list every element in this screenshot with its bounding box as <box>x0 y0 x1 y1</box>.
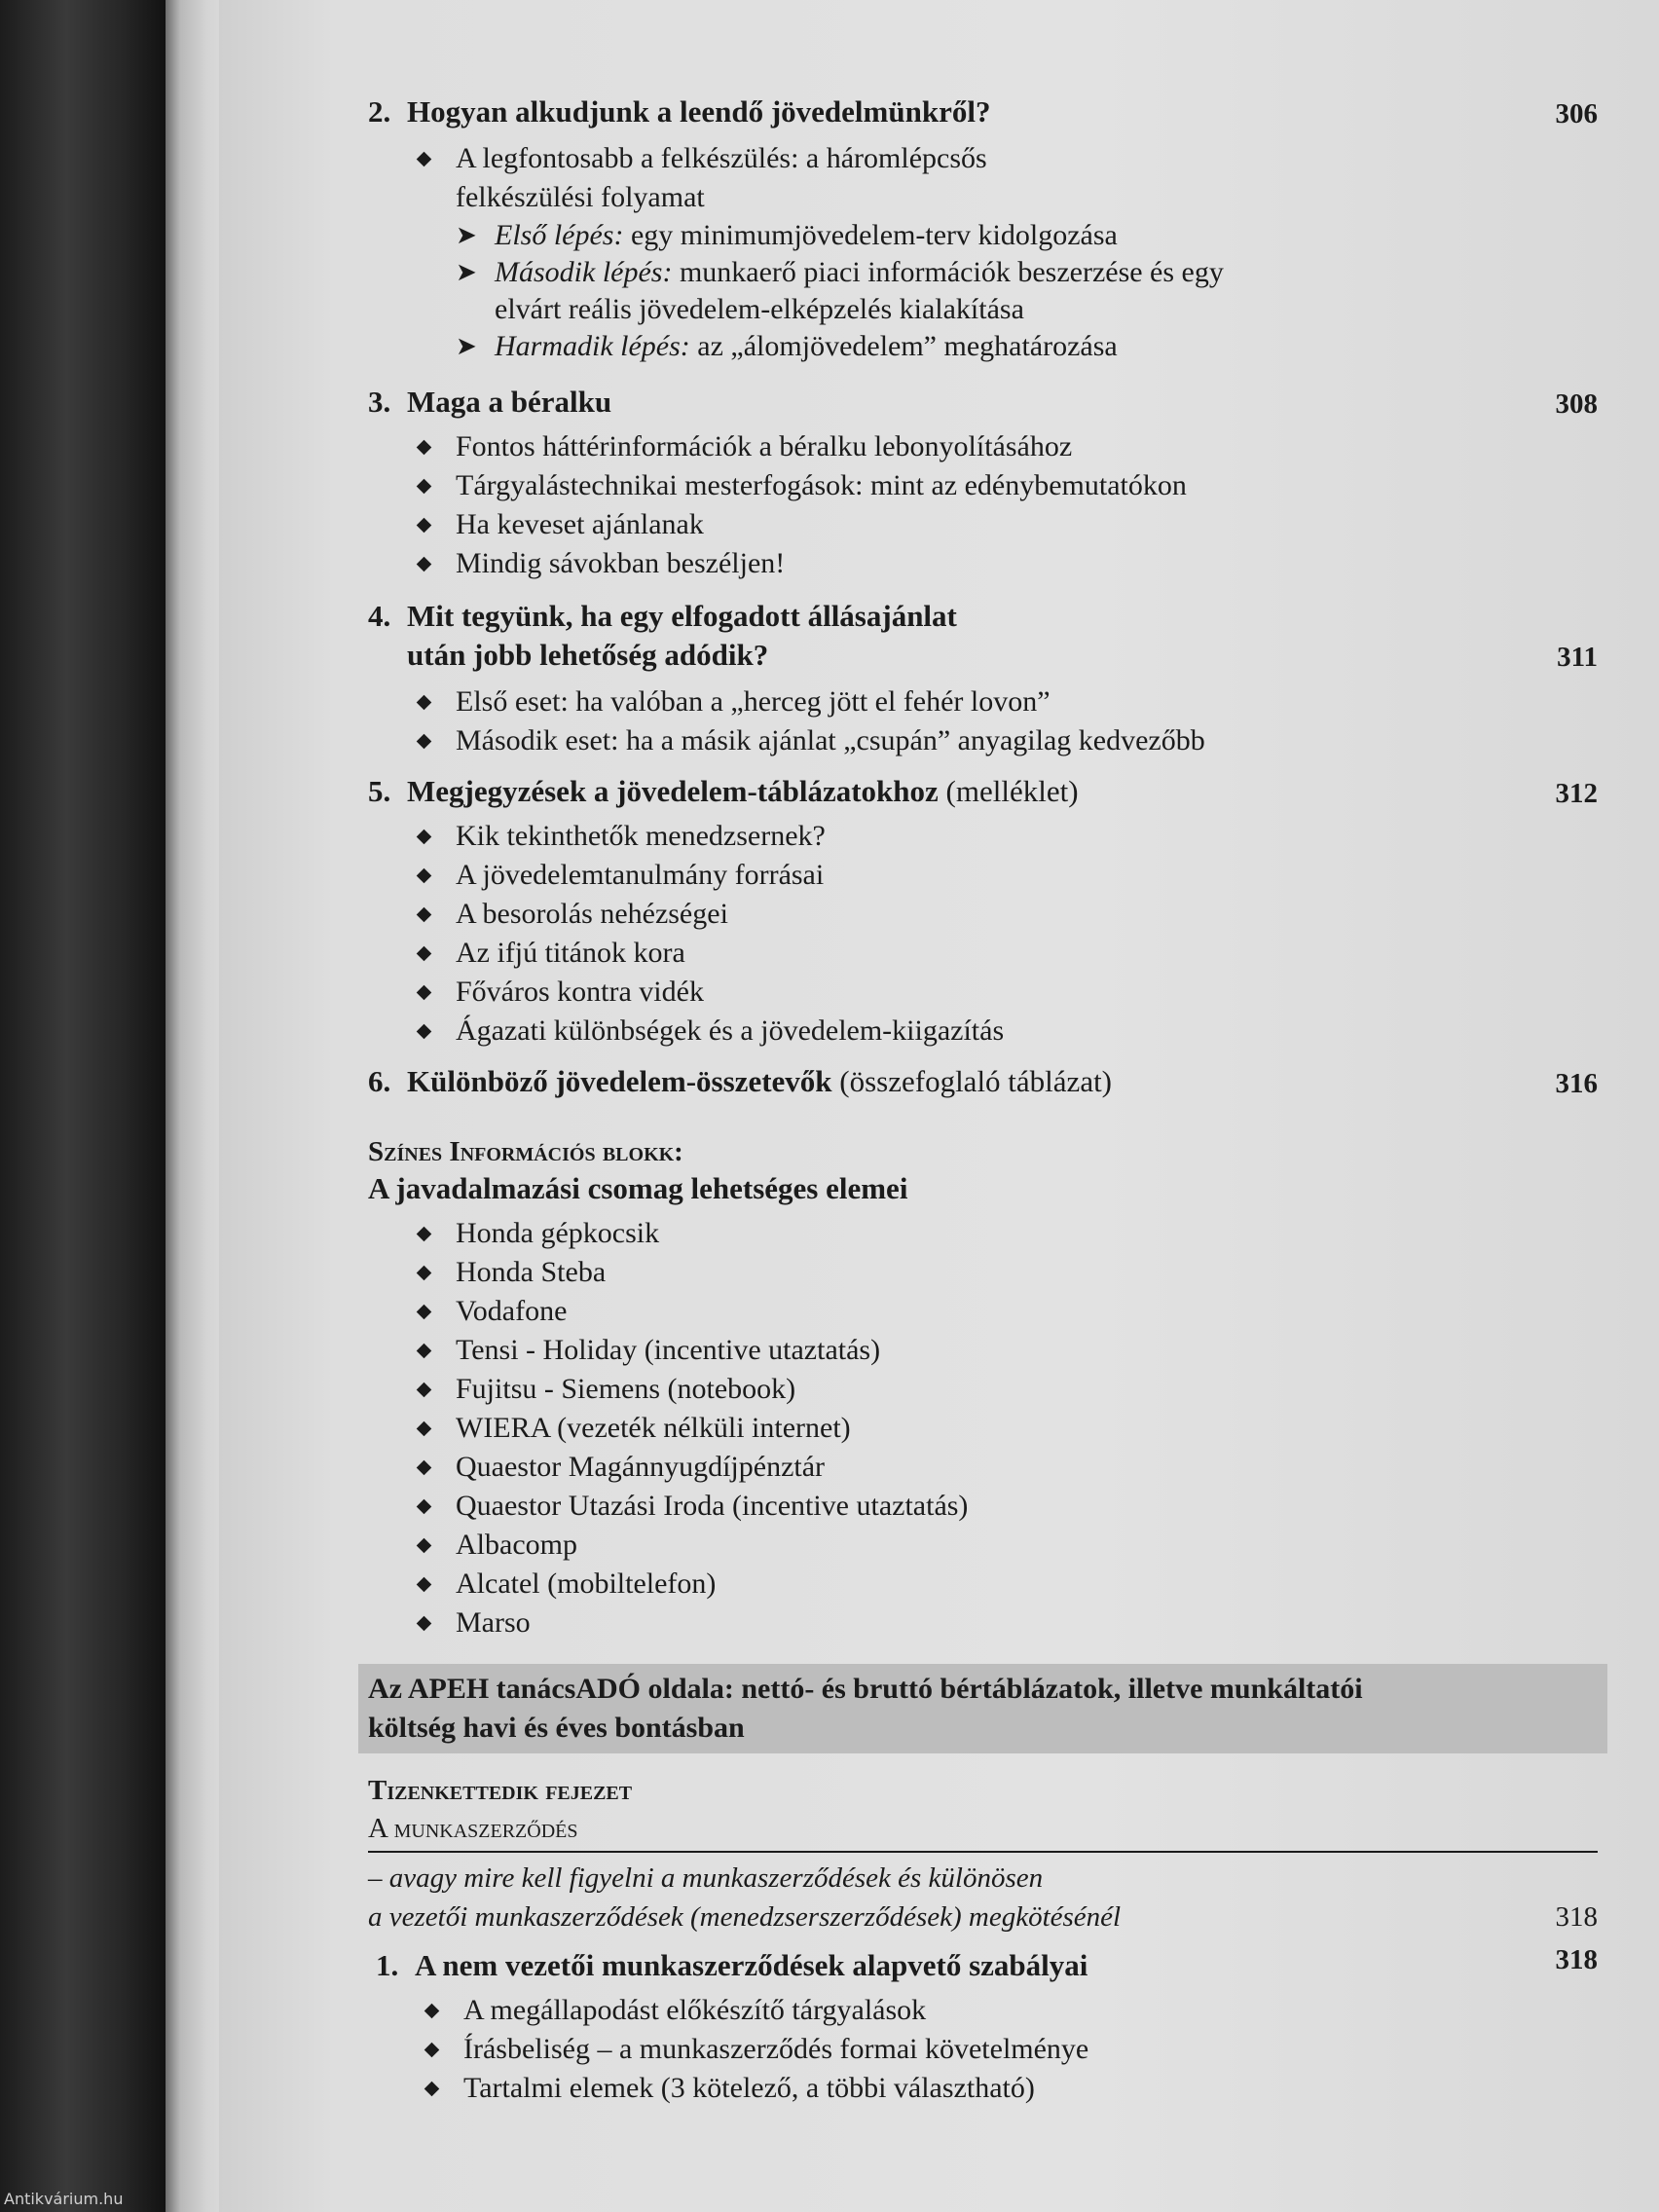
chapter-label: Tizenkettedik fejezet <box>368 1775 633 1806</box>
section-heading: 5. Megjegyzések a jövedelem-táblázatokhoz (melléklet) 312 <box>368 772 1598 811</box>
diamond-bullet-icon <box>417 1227 432 1242</box>
apeh-title: Az APEH tanácsADÓ oldala: nettó- és bruttó bértáblázatok, illetve munkáltatói <box>368 1673 1363 1705</box>
list-item: Albacomp <box>417 1526 1598 1565</box>
list-item: Quaestor Utazási Iroda (incentive utaztatás) <box>417 1487 1598 1526</box>
bullet-list <box>368 682 1598 760</box>
arrow-bullet-icon: ➤ <box>456 258 477 286</box>
diamond-bullet-icon <box>417 1577 432 1593</box>
page-number: 311 <box>1557 642 1598 673</box>
chapter-title: A munkaszerződés <box>368 1810 1598 1853</box>
diamond-bullet-icon <box>417 946 432 962</box>
diamond-bullet-icon <box>417 1266 432 1281</box>
page-number: 308 <box>1555 388 1598 420</box>
page-number: 312 <box>1555 778 1598 809</box>
diamond-bullet-icon <box>417 1305 432 1320</box>
toc-section-6 <box>368 1062 1598 1101</box>
list-item: A megállapodást előkészítő tárgyalások <box>424 1991 1598 2030</box>
list-item: Főváros kontra vidék <box>417 973 1598 1012</box>
list-item: Tensi - Holiday (incentive utaztatás) <box>417 1331 1598 1370</box>
diamond-bullet-icon <box>424 2043 440 2058</box>
list-item: ➤ Harmadik lépés: az „álomjövedelem” meghatározása <box>456 328 1598 365</box>
info-block-heading: Színes Információs blokk: <box>368 1136 683 1167</box>
section-heading: 4. Mit tegyünk, ha egy elfogadott állásajánlat után jobb lehetőség adódik? 311 <box>368 597 1598 675</box>
book-spine <box>0 0 166 2212</box>
toc-section-4 <box>368 597 1598 760</box>
list-item: Fujitsu - Siemens (notebook) <box>417 1370 1598 1409</box>
page-edge <box>166 0 224 2212</box>
bullet-list <box>368 1991 1598 2108</box>
list-item: Honda Steba <box>417 1253 1598 1292</box>
toc-section-3 <box>368 383 1598 583</box>
step-list <box>417 217 1598 365</box>
diamond-bullet-icon <box>417 479 432 495</box>
section-title: Hogyan alkudjunk a leendő jövedelmünkről? <box>407 94 991 129</box>
section-heading: 6. Különböző jövedelem-összetevők (összefoglaló táblázat) 316 <box>368 1062 1598 1101</box>
bullet-list <box>368 817 1598 1051</box>
info-block <box>368 1134 1598 1642</box>
list-item: WIERA (vezeték nélküli internet) <box>417 1409 1598 1448</box>
diamond-bullet-icon <box>417 1382 432 1398</box>
apeh-block <box>358 1664 1607 1753</box>
diamond-bullet-icon <box>417 1024 432 1040</box>
table-of-contents <box>368 92 1598 2108</box>
list-item: Alcatel (mobiltelefon) <box>417 1565 1598 1604</box>
info-block-title: A javadalmazási csomag lehetséges elemei <box>368 1171 908 1205</box>
section-title-continued: után jobb lehetőség adódik? <box>407 638 769 672</box>
list-item: Mindig sávokban beszéljen! <box>417 544 1598 583</box>
diamond-bullet-icon <box>417 557 432 572</box>
diamond-bullet-icon <box>417 985 432 1001</box>
section-title: Különböző jövedelem-összetevők <box>407 1064 832 1098</box>
list-item: Írásbeliség – a munkaszerződés formai követelménye <box>424 2030 1598 2069</box>
bullet-list <box>368 1214 1598 1642</box>
bullet-list <box>368 427 1598 583</box>
diamond-bullet-icon <box>417 152 432 167</box>
section-title: Maga a béralku <box>407 385 612 419</box>
list-item: Marso <box>417 1604 1598 1642</box>
list-item: A besorolás nehézségei <box>417 895 1598 934</box>
diamond-bullet-icon <box>417 1421 432 1437</box>
diamond-bullet-icon <box>417 695 432 711</box>
list-item: Quaestor Magánnyugdíjpénztár <box>417 1448 1598 1487</box>
list-item: ➤ Második lépés: munkaerő piaci információk beszerzése és egy elvárt reális jövedelem-elképzelés kialakítása <box>456 256 1224 325</box>
diamond-bullet-icon <box>417 518 432 534</box>
watermark-text: Antikvárium.hu <box>4 2190 124 2208</box>
list-item: Honda gépkocsik <box>417 1214 1598 1253</box>
diamond-bullet-icon <box>417 440 432 456</box>
diamond-bullet-icon <box>417 1616 432 1632</box>
section-title: A nem vezetői munkaszerződések alapvető szabályai <box>415 1948 1088 1982</box>
list-item: ➤ Első lépés: egy minimumjövedelem-terv kidolgozása <box>456 217 1598 254</box>
diamond-bullet-icon <box>417 868 432 884</box>
section-title-note: (melléklet) <box>945 774 1079 808</box>
chapter-motto: – avagy mire kell figyelni a munkaszerződések és különösen a vezetői munkaszerződések (menedzserszerződések) megkötésénél 318 <box>368 1859 1598 1936</box>
toc-section-5 <box>368 772 1598 1051</box>
list-item: Az ifjú titánok kora <box>417 934 1598 973</box>
diamond-bullet-icon <box>417 1499 432 1515</box>
section-heading <box>368 92 1598 131</box>
diamond-bullet-icon <box>417 830 432 845</box>
chapter-block <box>368 1771 1598 2108</box>
list-item: Tartalmi elemek (3 kötelező, a többi választható) <box>424 2069 1598 2108</box>
diamond-bullet-icon <box>417 1460 432 1476</box>
section-title: Megjegyzések a jövedelem-táblázatokhoz <box>407 774 939 808</box>
arrow-bullet-icon: ➤ <box>456 332 477 360</box>
list-item: Első eset: ha valóban a „herceg jött el fehér lovon” <box>417 682 1598 721</box>
section-heading: 3. Maga a béralku 308 <box>368 383 1598 422</box>
list-item: Kik tekinthetők menedzsernek? <box>417 817 1598 856</box>
diamond-bullet-icon <box>417 1538 432 1554</box>
toc-section-2 <box>368 92 1598 365</box>
list-item: Ágazati különbségek és a jövedelem-kiigazítás <box>417 1012 1598 1051</box>
arrow-bullet-icon: ➤ <box>456 221 477 249</box>
page-number: 318 <box>1555 1944 1598 1975</box>
list-item: Ha keveset ajánlanak <box>417 505 1598 544</box>
list-item: Tárgyalástechnikai mesterfogások: mint az edénybemutatókon <box>417 466 1598 505</box>
list-item: A legfontosabb a felkészülés: a háromlépcsős felkészülési folyamat <box>417 139 1079 217</box>
list-item: Második eset: ha a másik ajánlat „csupán” anyagilag kedvezőbb <box>417 721 1598 760</box>
section-title-note: (összefoglaló táblázat) <box>839 1064 1113 1098</box>
section-title: Mit tegyünk, ha egy elfogadott állásajánlat <box>407 599 957 633</box>
apeh-title-continued: költség havi és éves bontásban <box>368 1712 745 1744</box>
section-heading: 1. A nem vezetői munkaszerződések alapvető szabályai 318 <box>368 1946 1598 1985</box>
bullet-list <box>368 139 1598 217</box>
page-number: 306 <box>1555 98 1598 129</box>
section-number: 2. <box>368 94 391 129</box>
diamond-bullet-icon <box>424 2082 440 2097</box>
page-number: 318 <box>1555 1901 1598 1933</box>
diamond-bullet-icon <box>424 2004 440 2019</box>
list-item: Vodafone <box>417 1292 1598 1331</box>
diamond-bullet-icon <box>417 734 432 750</box>
list-item: Fontos háttérinformációk a béralku lebonyolításához <box>417 427 1598 466</box>
book-page <box>219 0 1659 2212</box>
list-item: A jövedelemtanulmány forrásai <box>417 856 1598 895</box>
diamond-bullet-icon <box>417 907 432 923</box>
diamond-bullet-icon <box>417 1344 432 1359</box>
page-number: 316 <box>1555 1068 1598 1099</box>
